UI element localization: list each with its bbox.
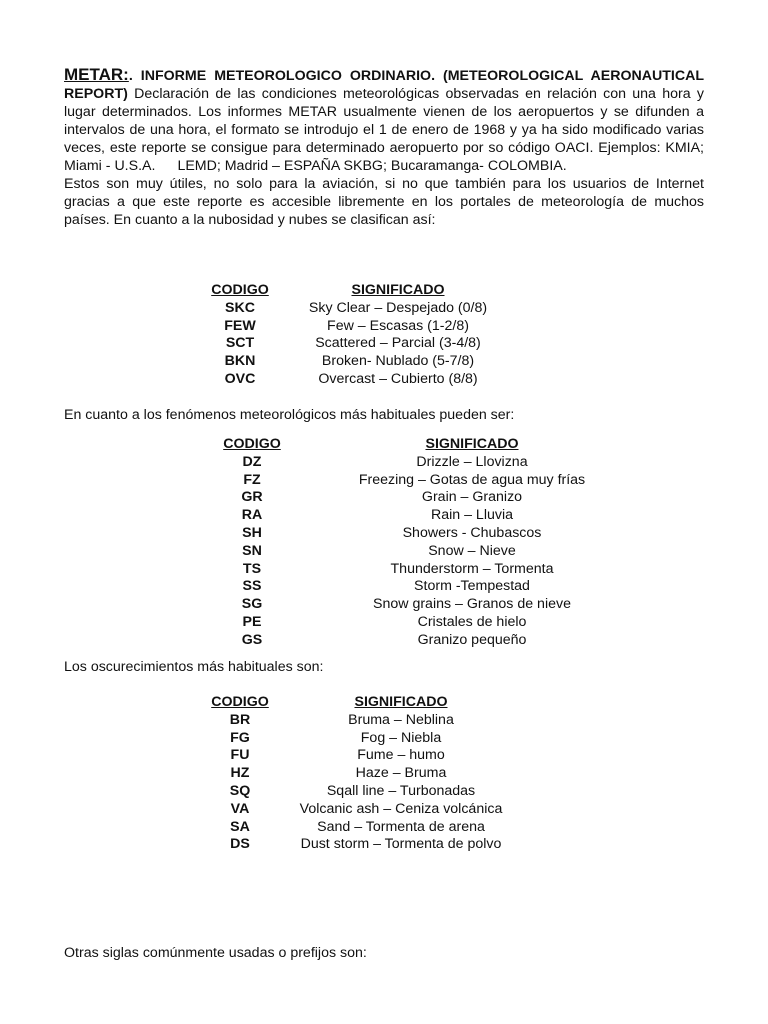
code-cell: TS [242,560,262,577]
meaning-cell: Grain – Granizo [421,489,523,506]
cloud-codes-table [204,282,520,389]
table-row [204,318,520,336]
table-row [204,730,526,748]
table-row [202,632,642,650]
meaning-cell: Sqall line – Turbonadas [326,782,476,799]
meaning-cell: Haze – Bruma [355,765,447,782]
table-row [202,614,642,632]
code-cell: SA [230,818,250,835]
table-row [204,353,520,371]
code-cell: OVC [224,370,256,387]
table-row [204,712,526,730]
other-acronyms-lead: Otras siglas comúnmente usadas o prefijos son: [64,945,367,961]
table-row [202,472,642,490]
meaning-cell: Bruma – Neblina [348,711,454,728]
meaning-cell: Drizzle – Llovizna [416,453,528,470]
meaning-cell: Few – Escasas (1-2/8) [327,317,469,334]
code-cell: FG [230,729,250,746]
phenomena-lead: En cuanto a los fenómenos meteorológicos más habituales pueden ser: [64,407,515,423]
code-cell: SS [242,578,262,595]
table-row [202,578,642,596]
table-header-meaning: SIGNIFICADO [425,436,519,452]
table-row [202,507,642,525]
table-row [202,525,642,543]
code-cell: PE [242,613,262,630]
code-cell: GS [241,631,263,648]
meaning-cell: Fume – humo [357,747,445,764]
code-cell: FEW [224,317,256,334]
table-header-code: CODIGO [211,694,269,710]
table-row [202,454,642,472]
report-title: INFORME METEOROLOGICO ORDINARIO. (METEOROLOGICAL AERONAUTICAL REPORT) [64,68,704,102]
table-row [204,335,520,353]
code-cell: SN [242,542,262,559]
table-row [202,561,642,579]
table-row [202,489,642,507]
obscuration-codes-table [204,694,526,854]
code-cell: GR [241,489,263,506]
table-row [204,765,526,783]
meaning-cell: Rain – Lluvia [430,507,514,524]
intro-text-a: Declaración de las condiciones meteorológicas observadas en relación con una hora y lugar determinados. Los informes METAR usualmente vienen de los aeropuertos y se difunden a intervalos de una hora, el formato se introdujo el 1 de enero de 1968 y ya ha sido modificado varias veces, este reporte se consigue para determinado aeropuerto por so código OACI. Ejemplos: KMIA; Miami - U.S.A. [64,86,704,174]
code-cell: SG [241,596,263,613]
meaning-cell: Sand – Tormenta de arena [317,818,485,835]
table-row [202,543,642,561]
table-header-code: CODIGO [211,282,269,298]
code-cell: DS [230,836,250,853]
table-row [204,819,526,837]
metar-heading: METAR: [64,65,129,84]
table-row [202,596,642,614]
meaning-cell: Freezing – Gotas de agua muy frías [358,471,586,488]
meaning-cell: Thunderstorm – Tormenta [390,560,554,577]
meaning-cell: Granizo pequeño [417,631,527,648]
table-row [204,783,526,801]
meaning-cell: Snow grains – Granos de nieve [373,596,571,613]
intro-text-b: LEMD; Madrid – ESPAÑA SKBG; Bucaramanga- COLOMBIA. [177,158,567,174]
table-header-meaning: SIGNIFICADO [354,694,448,710]
table-row [204,300,520,318]
table-row [204,801,526,819]
meaning-cell: Overcast – Cubierto (8/8) [318,370,478,387]
code-cell: VA [230,800,250,817]
code-cell: FZ [243,471,261,488]
meaning-cell: Volcanic ash – Ceniza volcánica [299,800,503,817]
table-row [204,836,526,854]
table-header-code: CODIGO [223,436,281,452]
intro-paragraph [64,66,704,175]
code-cell: SKC [225,299,255,316]
code-cell: SQ [229,782,251,799]
code-cell: SCT [225,335,255,352]
code-cell: SH [242,524,262,541]
code-cell: BR [229,711,251,728]
usefulness-paragraph: Estos son muy útiles, no solo para la aviación, si no que también para los usuarios de Internet gracias a que este reporte es accesible libremente en los portales de meteorología de muchos países. En cuanto a la nubosidad y nubes se clasifican así: [64,176,704,228]
meaning-cell: Showers - Chubascos [402,524,542,541]
table-header-meaning: SIGNIFICADO [351,282,445,298]
phenomena-codes-table [202,436,642,650]
code-cell: DZ [242,453,262,470]
meaning-cell: Storm -Tempestad [414,578,530,595]
meaning-cell: Scattered – Parcial (3-4/8) [315,335,481,352]
meaning-cell: Broken- Nublado (5-7/8) [321,353,475,370]
metar-dot: . [128,68,133,84]
code-cell: BKN [224,353,256,370]
table-row [204,747,526,765]
meaning-cell: Dust storm – Tormenta de polvo [300,836,502,853]
code-cell: FU [230,747,250,764]
meaning-cell: Sky Clear – Despejado (0/8) [308,299,488,316]
code-cell: RA [241,507,263,524]
code-cell: HZ [230,765,250,782]
document-page [64,65,704,961]
table-row [204,371,520,389]
obscuration-lead: Los oscurecimientos más habituales son: [64,659,324,675]
meaning-cell: Snow – Nieve [428,542,516,559]
meaning-cell: Cristales de hielo [417,613,527,630]
meaning-cell: Fog – Niebla [360,729,442,746]
